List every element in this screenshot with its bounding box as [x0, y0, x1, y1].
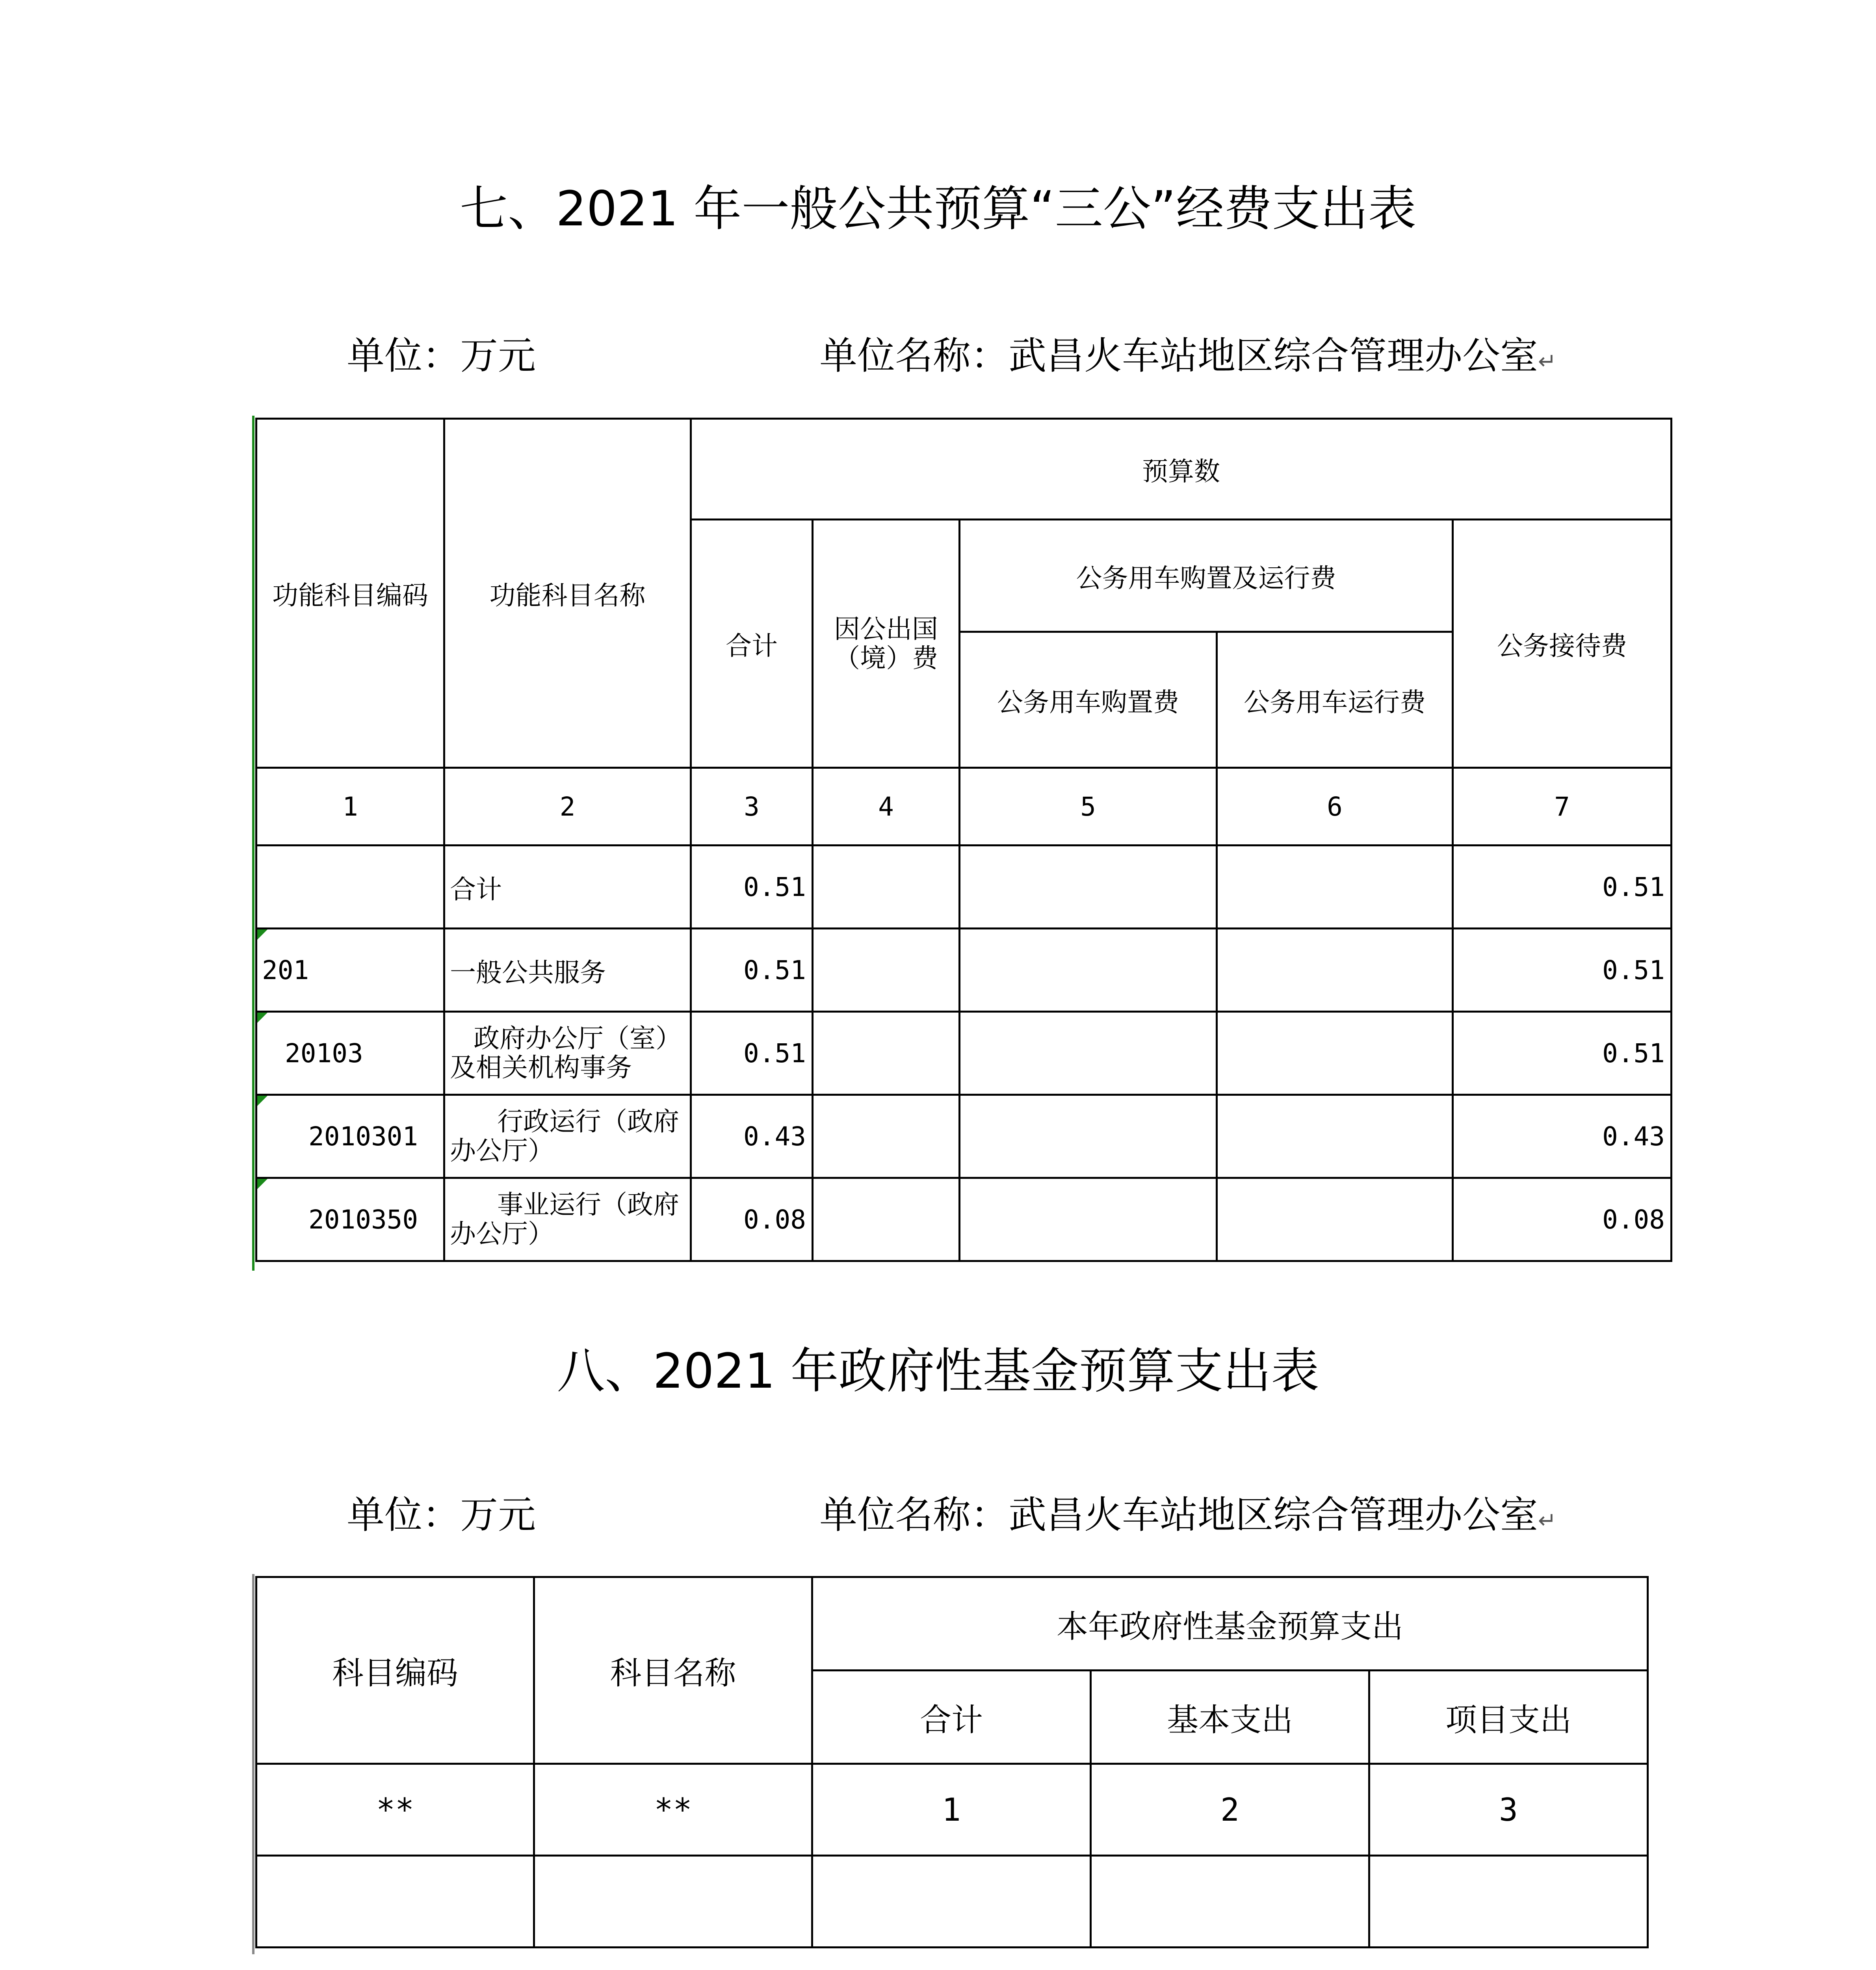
cell-name: 政府办公厅（室）及相关机构事务	[444, 1012, 691, 1095]
cell-purchase	[960, 846, 1217, 929]
col-number: 2	[444, 768, 691, 846]
cell-reception: 0.43	[1453, 1095, 1672, 1178]
empty-cell	[256, 1856, 534, 1948]
cell-run	[1217, 1178, 1453, 1261]
header-abroad: 因公出国（境）费	[813, 520, 960, 768]
empty-cell	[1091, 1856, 1369, 1948]
table-row	[256, 1095, 1672, 1178]
header-fund-expense: 本年政府性基金预算支出	[812, 1577, 1648, 1671]
section8-org-text: 单位名称：武昌火车站地区综合管理办公室	[819, 1493, 1538, 1537]
empty-cell	[1369, 1856, 1648, 1948]
cell-run	[1217, 1012, 1453, 1095]
col-number: **	[534, 1764, 812, 1856]
section8-org	[819, 1489, 1557, 1546]
header-basic: 基本支出	[1091, 1671, 1369, 1764]
government-fund-table	[255, 1576, 1649, 1948]
header-reception: 公务接待费	[1453, 520, 1672, 768]
cell-run	[1217, 929, 1453, 1012]
header-vehicle: 公务用车购置及运行费	[960, 520, 1453, 632]
cell-code: 2010301	[256, 1095, 444, 1178]
col-number: 6	[1217, 768, 1453, 846]
col-number: 5	[960, 768, 1217, 846]
empty-cell	[812, 1856, 1091, 1948]
table-row	[256, 1178, 1672, 1261]
cell-total: 0.51	[691, 1012, 813, 1095]
table-row	[256, 846, 1672, 929]
section8-title: 八、2021 年政府性基金预算支出表	[557, 1343, 1319, 1399]
cell-total: 0.51	[691, 929, 813, 1012]
return-mark-icon: ↵	[1538, 349, 1557, 374]
sheet-edge-line	[252, 416, 254, 1271]
cell-code: 201	[256, 929, 444, 1012]
section7-unit: 单位：万元	[347, 334, 536, 378]
sheet-edge-line	[252, 1574, 254, 1954]
cell-abroad	[813, 846, 960, 929]
header-subject-code: 科目编码	[256, 1577, 534, 1764]
cell-total: 0.08	[691, 1178, 813, 1261]
cell-purchase	[960, 1178, 1217, 1261]
cell-abroad	[813, 1012, 960, 1095]
table-row	[256, 929, 1672, 1012]
col-number: 2	[1091, 1764, 1369, 1856]
col-number: 4	[813, 768, 960, 846]
header-vehicle-run: 公务用车运行费	[1217, 632, 1453, 768]
empty-cell	[534, 1856, 812, 1948]
section8-unit: 单位：万元	[347, 1493, 536, 1537]
cell-reception: 0.51	[1453, 929, 1672, 1012]
cell-run	[1217, 846, 1453, 929]
col-number: 3	[1369, 1764, 1648, 1856]
table-row	[256, 1012, 1672, 1095]
cell-reception: 0.08	[1453, 1178, 1672, 1261]
section7-org-text: 单位名称：武昌火车站地区综合管理办公室	[819, 334, 1538, 378]
cell-code: 20103	[256, 1012, 444, 1095]
cell-name: 行政运行（政府办公厅）	[444, 1095, 691, 1178]
col-number: 3	[691, 768, 813, 846]
cell-reception: 0.51	[1453, 846, 1672, 929]
cell-total: 0.43	[691, 1095, 813, 1178]
section7-org	[819, 330, 1557, 387]
header-name: 功能科目名称	[444, 419, 691, 768]
header-code: 功能科目编码	[256, 419, 444, 768]
col-number: **	[256, 1764, 534, 1856]
table-row	[256, 1856, 1648, 1948]
cell-abroad	[813, 1178, 960, 1261]
col-number: 1	[256, 768, 444, 846]
header-subject-name: 科目名称	[534, 1577, 812, 1764]
cell-purchase	[960, 1095, 1217, 1178]
cell-code	[256, 846, 444, 929]
cell-purchase	[960, 1012, 1217, 1095]
header-project: 项目支出	[1369, 1671, 1648, 1764]
three-public-expenses-table	[255, 418, 1672, 1262]
col-number: 1	[812, 1764, 1091, 1856]
section7-title: 七、2021 年一般公共预算“三公”经费支出表	[460, 181, 1416, 237]
cell-code: 2010350	[256, 1178, 444, 1261]
return-mark-icon: ↵	[1538, 1508, 1557, 1533]
header-total: 合计	[691, 520, 813, 768]
cell-name: 一般公共服务	[444, 929, 691, 1012]
header-total: 合计	[812, 1671, 1091, 1764]
cell-purchase	[960, 929, 1217, 1012]
cell-reception: 0.51	[1453, 1012, 1672, 1095]
cell-run	[1217, 1095, 1453, 1178]
cell-total: 0.51	[691, 846, 813, 929]
cell-abroad	[813, 1095, 960, 1178]
cell-name: 合计	[444, 846, 691, 929]
header-budget: 预算数	[691, 419, 1672, 520]
cell-name: 事业运行（政府办公厅）	[444, 1178, 691, 1261]
col-number: 7	[1453, 768, 1672, 846]
header-vehicle-purchase: 公务用车购置费	[960, 632, 1217, 768]
cell-abroad	[813, 929, 960, 1012]
